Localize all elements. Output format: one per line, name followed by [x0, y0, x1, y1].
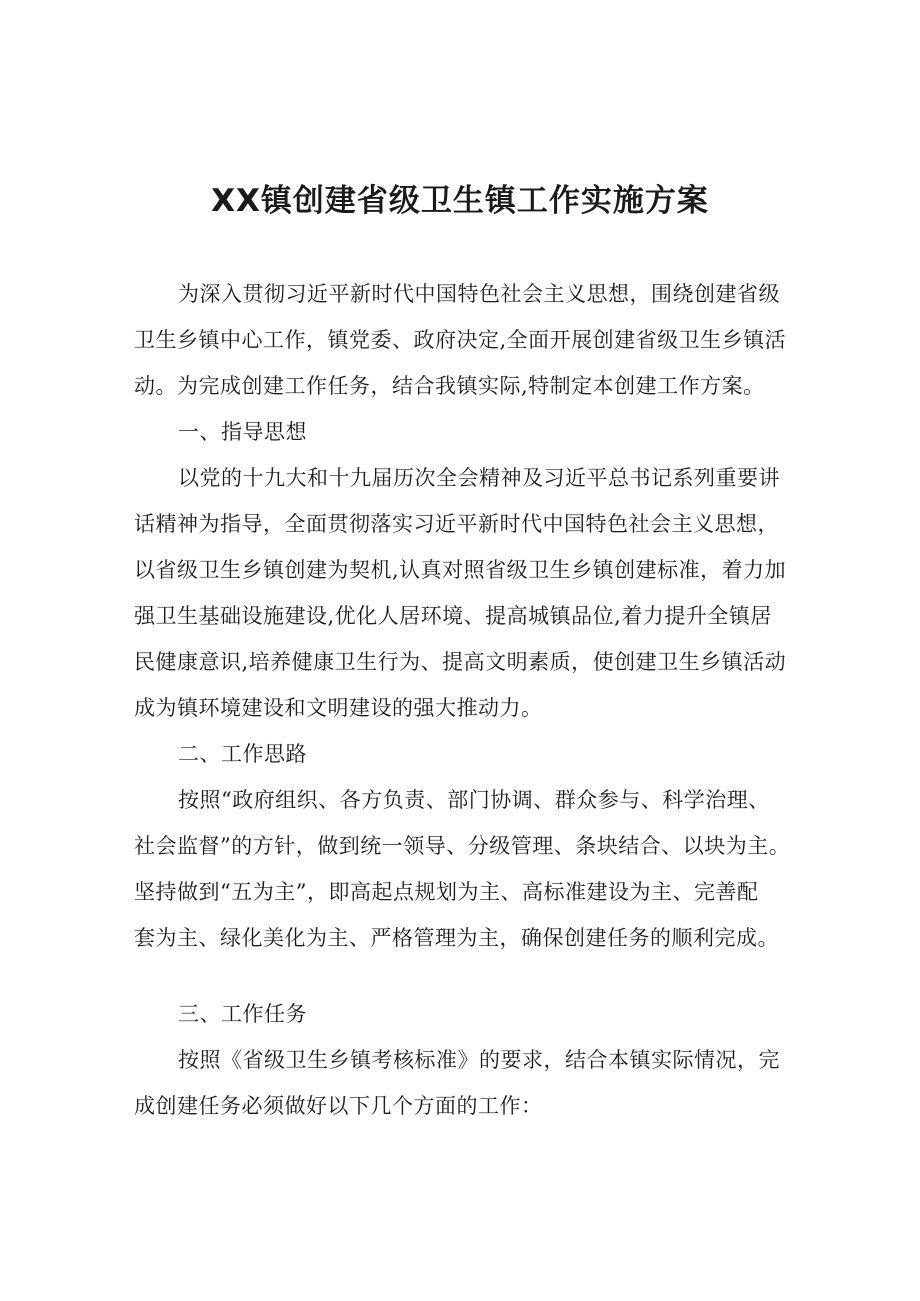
paragraph-line: 卫生乡镇中心工作，镇党委、政府决定,全面开展创建省级卫生乡镇活 [134, 328, 787, 352]
paragraph-line: 按照《省级卫生乡镇考核标准》的要求，结合本镇实际情况，完 [178, 1048, 780, 1072]
paragraph-line: 套为主、绿化美化为主、严格管理为主，确保创建任务的顺利完成。 [134, 926, 779, 950]
section-heading-work-tasks: 三、工作任务 [178, 1002, 307, 1026]
paragraph-line: 动。为完成创建工作任务，结合我镇实际,特制定本创建工作方案。 [134, 374, 765, 398]
paragraph-line: 以省级卫生乡镇创建为契机,认真对照省级卫生乡镇创建标准，着力加 [134, 558, 787, 582]
paragraph-line: 坚持做到“五为主”，即高起点规划为主、高标准建设为主、完善配 [134, 880, 759, 904]
document-title: XX镇创建省级卫生镇工作实施方案 [211, 183, 709, 219]
section-heading-work-approach: 二、工作思路 [178, 742, 307, 766]
section-heading-guiding-ideology: 一、指导思想 [178, 420, 307, 444]
document-body-part-2 [134, 991, 794, 1129]
paragraph-line: 以党的十九大和十九届历次全会精神及习近平总书记系列重要讲 [178, 466, 780, 490]
paragraph-line: 成创建任务必须做好以下几个方面的工作： [134, 1094, 543, 1118]
paragraph-line: 为深入贯彻习近平新时代中国特色社会主义思想，围绕创建省级 [178, 282, 780, 306]
paragraph-line: 话精神为指导，全面贯彻落实习近平新时代中国特色社会主义思想， [134, 512, 779, 536]
paragraph-line: 强卫生基础设施建设,优化人居环境、提高城镇品位,着力提升全镇居 [134, 604, 772, 628]
paragraph-line: 社会监督”的方针，做到统一领导、分级管理、条块结合、以块为主。 [134, 834, 791, 858]
paragraph-line: 成为镇环境建设和文明建设的强大推动力。 [134, 696, 543, 720]
paragraph-line: 按照“政府组织、各方负责、部门协调、群众参与、科学治理、 [178, 788, 770, 812]
paragraph-line: 民健康意识,培养健康卫生行为、提高文明素质，使创建卫生乡镇活动 [134, 650, 787, 674]
document-body-part-1 [134, 271, 794, 961]
